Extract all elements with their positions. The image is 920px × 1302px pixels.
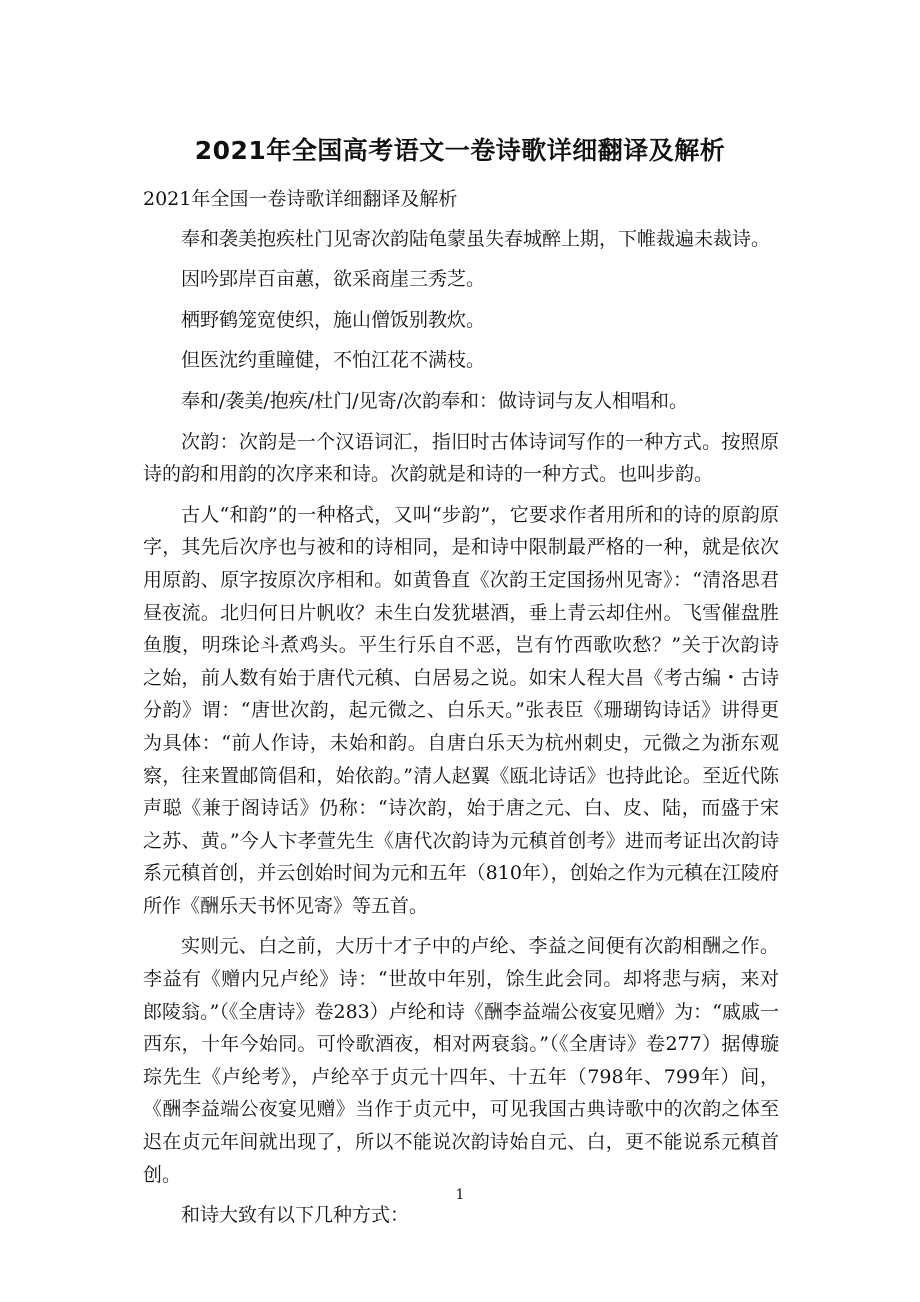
page-number: 1 — [455, 1187, 465, 1203]
annotation-fenghe: 奉和/袭美/抱疾/杜门/见寄/次韵奉和：做诗词与友人相唱和。 — [181, 389, 689, 412]
paragraph-heshi-methods: 和诗大致有以下几种方式： — [181, 1204, 410, 1227]
poem-line-1: 因吟郢岸百亩蕙，欲采商崖三秀芝。 — [181, 268, 486, 291]
paragraph-heyun-history: 古人“和韵”的一种格式，又叫“步韵”，它要求作者用所和的诗的原韵原字，其先后次序也与被和的诗相同，是和诗中限制最严格的一种，就是依次用原韵、原字按原次序相和。如黄鲁直《次韵王定国扬州见寄》：“清洛思君昼夜流。北归何日片帆收？未生白发犹堪酒，垂上青云却住州。飞雪催盘胜鱼腹，明珠论斗煮鸡头。平生行乐自不恶，岂有竹西歌吹愁？”关于次韵诗之始，前人数有始于唐代元稹、白居易之说。如宋人程大昌《考古编・古诗分韵》谓：“唐世次韵，起元微之、白乐天。”张表臣《珊瑚钩诗话》讲得更为具体：“前人作诗，未始和韵。自唐白乐天为杭州刺史，元微之为浙东观察，往来置邮筒倡和，始依韵。”清人赵翼《瓯北诗话》也持此论。至近代陈声聪《兼于阁诗话》仍称：“诗次韵，始于唐之元、白、皮、陆，而盛于宋之苏、黄。”今人卞孝萱先生《唐代次韵诗为元稹首创考》进而考证出次韵诗系元稹首创，并云创始时间为元和五年（810年），创始之作为元稹在江陵府所作《酬乐天书怀见寄》等五首。 — [143, 503, 779, 917]
poem-line-3: 但医沈约重瞳健，不怕江花不满枝。 — [181, 349, 486, 372]
subtitle-paragraph: 2021年全国一卷诗歌详细翻译及解析 — [143, 188, 458, 210]
poem-line-2: 栖野鹤笼宽使织，施山僧饭别教炊。 — [181, 308, 486, 331]
paragraph-yuan-bai-before: 实则元、白之前，大历十才子中的卢纶、李益之间便有次韵相酬之作。李益有《赠内兄卢纶》诗：“世故中年别，馀生此会同。却将悲与病，来对郎陵翁。”（《全唐诗》卷283）卢纶和诗《酬李益端公夜宴见赠》为：“戚戚一西东，十年今始同。可怜歌酒夜，相对两衰翁。”（《全唐诗》卷277）据傅璇琮先生《卢纶考》，卢纶卒于贞元十四年、十五年（798年、799年）间，《酬李益端公夜宴见赠》当作于贞元中，可见我国古典诗歌中的次韵之体至迟在贞元年间就出现了，所以不能说次韵诗始自元、白，更不能说系元稹首创。 — [143, 935, 779, 1186]
document-title: 2021年全国高考语文一卷诗歌详细翻译及解析 — [194, 136, 726, 165]
annotation-ciyun: 次韵：次韵是一个汉语词汇，指旧时古体诗词写作的一种方式。按照原诗的韵和用韵的次序来和诗。次韵就是和诗的一种方式。也叫步韵。 — [143, 430, 779, 486]
poem-heading-line: 奉和袭美抱疾杜门见寄次韵陆龟蒙虽失春城醉上期，下帷裁遍未裁诗。 — [181, 227, 771, 250]
document-body — [143, 183, 779, 1240]
